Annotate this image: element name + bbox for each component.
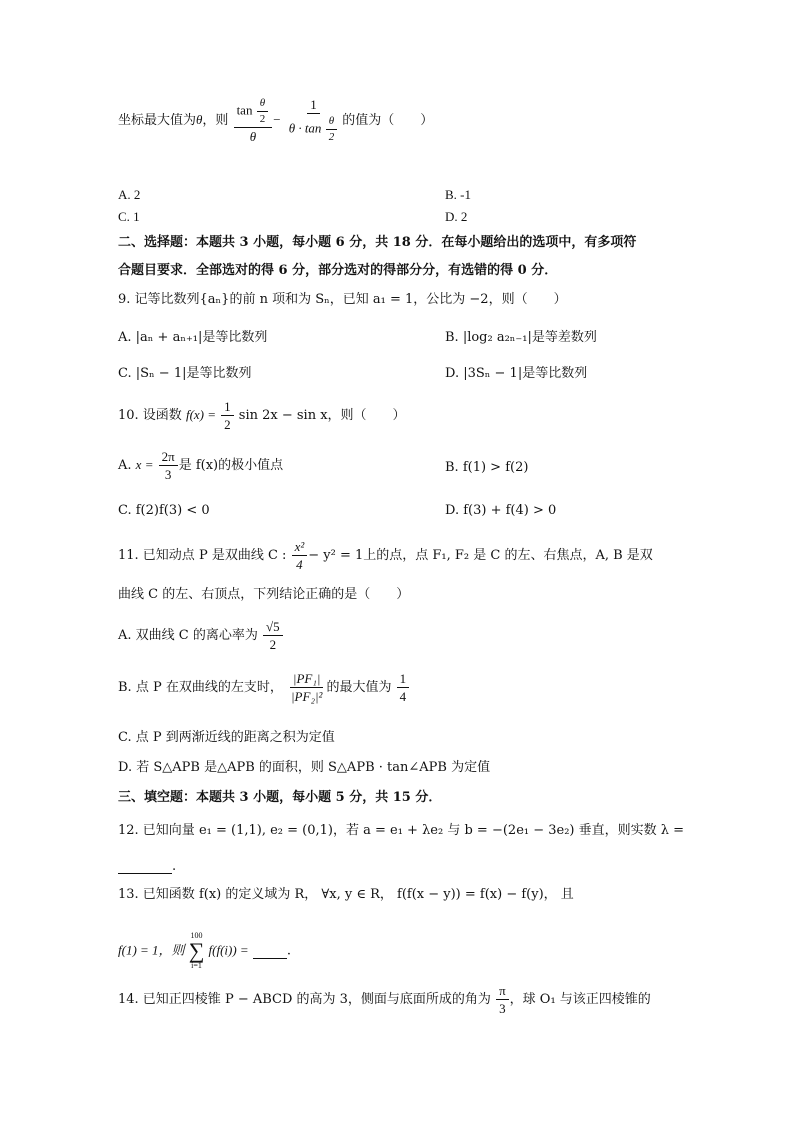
q11-a-frac: [263, 620, 283, 651]
q11-a-num: √5: [263, 620, 283, 636]
two-den: 2: [259, 113, 266, 125]
q10-a-frac: [159, 450, 178, 481]
q11-stem-line2: 曲线 C 的左、右顶点，下列结论正确的是（ ）: [118, 587, 410, 602]
q8-fraction-2: [286, 98, 342, 143]
q8-option-c: C. 1: [118, 209, 140, 224]
q14-three: 3: [499, 1001, 506, 1016]
q10-a-tail: 是 f(x)的极小值点: [178, 458, 284, 473]
q10-stem: [118, 400, 406, 431]
q11-b-fden: 4: [399, 689, 407, 704]
q11-line1-b: − y² = 1上的点，点 F₁, F₂ 是 C 的左、右焦点，A, B 是双: [308, 548, 653, 563]
q14-stem: [118, 984, 651, 1015]
q11-option-d: D. 若 S△APB 是△APB 的面积，则 S△APB · tan∠APB 为定值: [118, 760, 491, 775]
q10-fx: f(x) =: [185, 407, 217, 422]
q8-stem: [118, 98, 433, 143]
q9-option-b: B. |log₂ a₂ₙ₋₁|是等差数列: [445, 330, 597, 345]
sum-sign: ∑: [188, 938, 205, 963]
q11-line1-a: 11. 已知动点 P 是双曲线 C :: [118, 548, 287, 563]
q8-frac1-num: [234, 98, 273, 128]
q12-answer-blank[interactable]: [118, 860, 172, 874]
q11-b-quarter: [397, 672, 410, 703]
q10-option-a: [118, 450, 283, 481]
q8-suffix: 的值为（ ）: [342, 113, 434, 128]
q10-option-b: B. f(1) > f(2): [445, 460, 529, 475]
q10-option-c: C. f(2)f(3) < 0: [118, 503, 210, 518]
q11-four: 4: [296, 557, 303, 572]
q11-option-b: [118, 672, 410, 703]
q10-a-x: x =: [135, 457, 154, 472]
minus-sign: −: [273, 112, 281, 127]
q8-mid: ，则: [202, 113, 229, 128]
q8-option-a: A. 2: [118, 187, 141, 202]
sum-bottom: i=1: [191, 961, 202, 970]
q11-a-prefix: A. 双曲线 C 的离心率为: [118, 628, 258, 643]
theta-num: θ: [257, 98, 268, 112]
q11-x2-over-4: [292, 540, 308, 571]
q11-option-c: C. 点 P 到两渐近线的距离之积为定值: [118, 730, 335, 745]
q11-stem-line1: [118, 540, 653, 571]
q8-prefix: 坐标最大值为: [118, 113, 197, 128]
q8-option-d: D. 2: [445, 209, 468, 224]
q8-theta-half: [257, 98, 269, 125]
q9-option-c: C. |Sₙ − 1|是等比数列: [118, 366, 252, 381]
q11-b-den: |PF₂|²: [290, 689, 323, 704]
q8-frac2-den: [286, 114, 342, 143]
sum-top: 100: [190, 931, 203, 940]
q14-pi: π: [496, 984, 509, 1000]
q11-option-a: [118, 620, 284, 651]
q10-half: [221, 400, 234, 431]
theta-num-2: θ: [326, 116, 337, 130]
q9-option-d: D. |3Sₙ − 1|是等比数列: [445, 366, 588, 381]
tan-text: tan: [236, 102, 253, 118]
q9-stem: 9. 记等比数列{aₙ}的前 n 项和为 Sₙ，已知 a₁ = 1，公比为 −2，则（ ）: [118, 292, 567, 307]
q14-line-b: ，球 O₁ 与该正四棱锥的: [509, 992, 651, 1007]
q11-a-den: 2: [269, 637, 277, 652]
q12-end: .: [172, 859, 177, 874]
q10-option-d: D. f(3) + f(4) > 0: [445, 503, 557, 518]
q8-option-b: B. -1: [445, 187, 471, 202]
q13-stem-line2: [118, 932, 291, 970]
theta-dot-tan: θ · tan: [288, 120, 322, 136]
q10-half-den: 2: [224, 417, 231, 432]
q13-end: .: [286, 943, 291, 959]
q13-stem-line1: 13. 已知函数 f(x) 的定义域为 R， ∀x, y ∈ R， f(f(x − y)) = f(x) − f(y)， 且: [118, 887, 574, 902]
q12-stem-line1: 12. 已知向量 e₁ = (1,1), e₂ = (0,1)，若 a = e₁ + λe₂ 与 b = −(2e₁ − 3e₂) 垂直，则实数 λ =: [118, 823, 685, 838]
q14-pi-over-3: [496, 984, 509, 1015]
two-den-2: 2: [328, 131, 335, 143]
q11-b-prefix: B. 点 P 在双曲线的左支时，: [118, 680, 283, 695]
q8-fraction-1: [234, 98, 273, 143]
q10-a-den: 3: [164, 467, 172, 482]
q13-line2-a: f(1) = 1，则: [118, 942, 185, 958]
q10-a-prefix: A.: [118, 458, 132, 473]
q8-frac1-den: θ: [249, 129, 257, 144]
q14-line-a: 14. 已知正四棱锥 P − ABCD 的高为 3，侧面与底面所成的角为: [118, 992, 491, 1007]
q10-prefix: 10. 设函数: [118, 408, 182, 423]
q12-stem-line2: [118, 860, 176, 874]
q11-b-frac: [288, 672, 325, 703]
q11-b-num: |PF₁|: [290, 672, 324, 688]
q10-a-num: 2π: [159, 450, 178, 466]
section2-heading-line1: 二、选择题：本题共 3 小题，每小题 6 分，共 18 分．在每小题给出的选项中，有多项符: [118, 235, 637, 250]
theta: θ: [196, 112, 203, 127]
section2-heading-line2: 合题目要求．全部选对的得 6 分，部分选对的得部分分，有选错的得 0 分．: [118, 263, 558, 278]
q13-line2-b: f(f(i)) =: [208, 942, 249, 958]
sigma-symbol: [189, 932, 205, 970]
q11-b-mid: 的最大值为: [326, 680, 392, 695]
q8-frac2-num: 1: [307, 98, 320, 114]
q11-b-fnum: 1: [397, 672, 410, 688]
q13-answer-blank[interactable]: [253, 945, 287, 959]
q11-x2: x²: [292, 540, 308, 556]
q8-theta-half-2: [326, 116, 338, 143]
q10-tail: sin 2x − sin x，则（ ）: [238, 408, 406, 423]
section3-heading: 三、填空题：本题共 3 小题，每小题 5 分，共 15 分．: [118, 790, 442, 805]
q10-half-num: 1: [221, 400, 234, 416]
q9-option-a: A. |aₙ + aₙ₊₁|是等比数列: [118, 330, 268, 345]
